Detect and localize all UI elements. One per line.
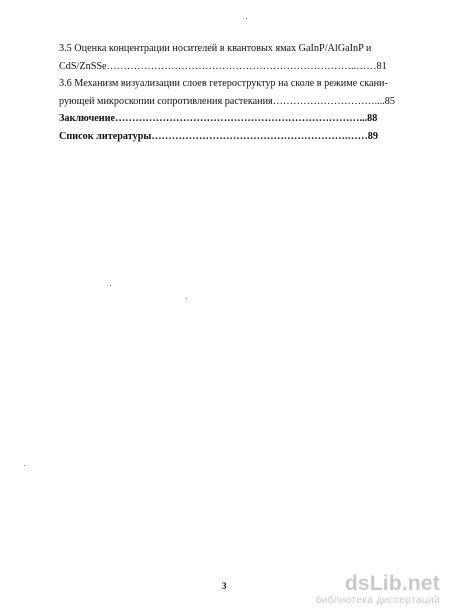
scan-speck [186,298,187,299]
toc-entry-3-5-continued: CdS/ZnSSe………………………………………………………………..……81 [59,60,387,72]
toc-entry-3-6-continued: рующей микроскопии сопротивления растекания…………………………....85 [59,95,395,107]
toc-entry-3-6-title: 3.6 Механизм визуализации слоев гетероструктур на сколе в режиме скани- [59,78,388,89]
toc-entry-conclusion: Заключение………………………………………………………………...88 [59,113,378,124]
page-number: 3 [222,581,227,591]
watermark [316,573,440,607]
scan-speck [110,285,111,286]
scan-speck [24,465,25,466]
toc-entry-references: Список литературы………………………………………………….……89 [59,130,378,142]
toc-entry-3-5-title: 3.5 Оценка концентрации носителей в квантовых ямах GaInP/AlGaInP и [59,43,372,54]
watermark-subtitle: библиотека диссертаций [315,595,440,606]
scan-speck [246,18,247,19]
table-of-contents [59,40,404,145]
watermark-title: dsLib.net [344,572,440,595]
